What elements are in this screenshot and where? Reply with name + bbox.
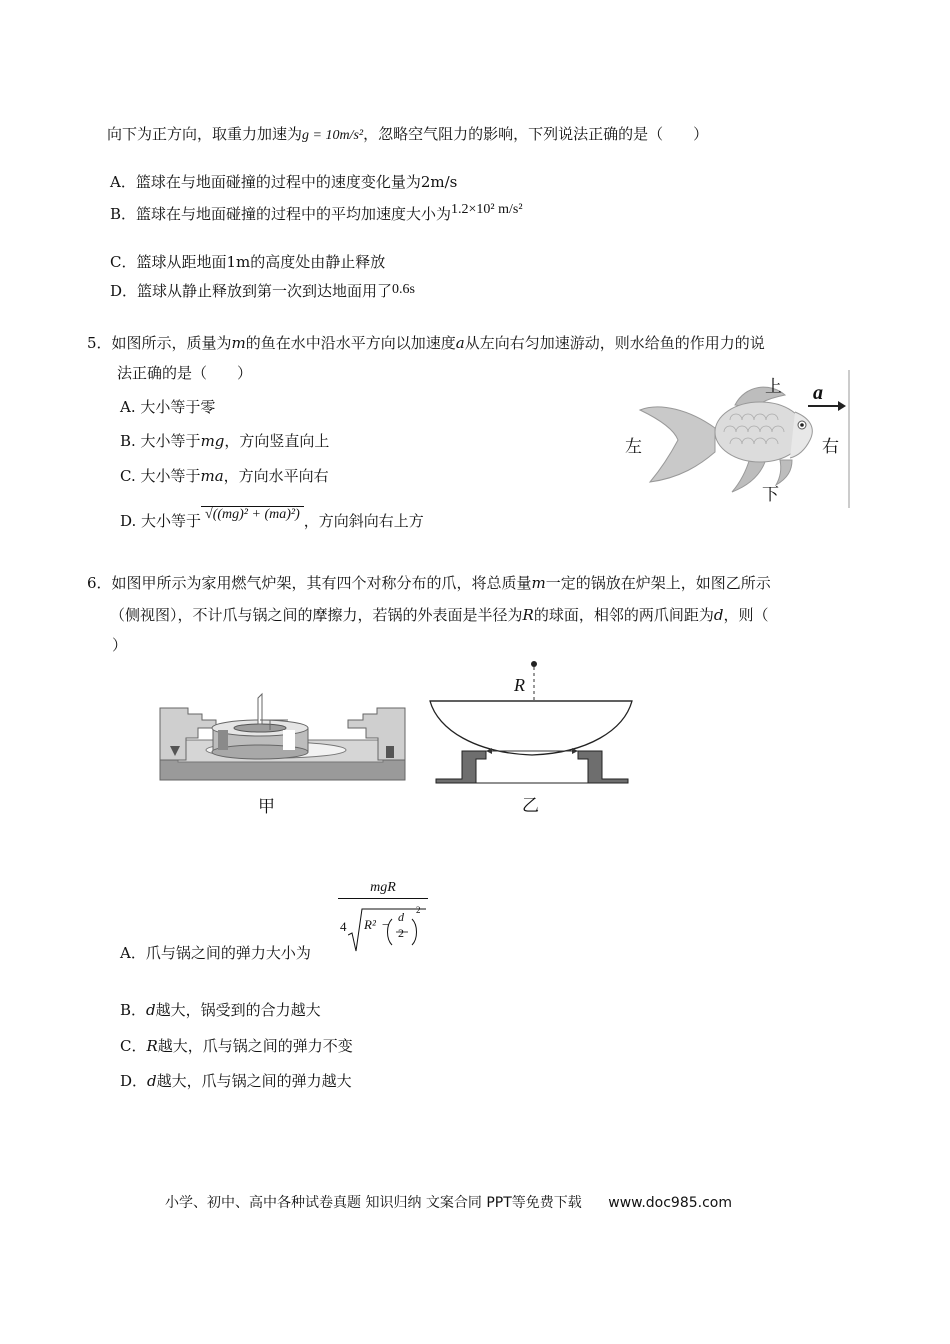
footer-text: 小学、初中、高中各种试卷真题 知识归纳 文案合同 PPT等免费下载 — [165, 1195, 582, 1211]
label-right: 右 — [822, 437, 839, 457]
q6-option-a-formula — [338, 880, 428, 955]
label-left: 左 — [625, 437, 642, 457]
q5-stem-line1 — [87, 332, 765, 353]
q4-stem-text: 向下为正方向，取重力加速为 — [107, 125, 303, 143]
q5-stem-line2: 法正确的是（ ） — [117, 364, 253, 382]
q6-option-b — [120, 999, 321, 1020]
fish-figure — [620, 370, 855, 510]
q4-option-d-text: D．篮球从静止释放到第一次到达地面用了 — [110, 282, 393, 300]
label-yi: 乙 — [522, 796, 539, 816]
label-up: 上 — [765, 377, 782, 397]
q6-text: （侧视图），不计爪与锅之间的摩擦力，若锅的外表面是半径为 — [110, 606, 523, 624]
formula-R-squared: R² — [364, 917, 376, 932]
label-down: 下 — [762, 485, 779, 505]
q5-option-b — [120, 430, 329, 451]
q5-text: 5．如图所示，质量为 — [87, 334, 232, 352]
q6-text: 越大，锅受到的合力越大 — [155, 1001, 321, 1019]
formula-coefficient: 4 — [340, 919, 347, 934]
q4-stem-text-2: ，忽略空气阻力的影响，下列说法正确的是（ ） — [363, 125, 709, 143]
g-formula: g = 10m/s² — [302, 128, 364, 143]
q6-var-d: d — [146, 1001, 156, 1019]
label-jia: 甲 — [258, 797, 275, 817]
q6-stem-line1 — [87, 572, 771, 593]
q6-option-a-text: A．爪与锅之间的弹力大小为 — [120, 944, 311, 962]
q5-var-m: m — [231, 334, 246, 352]
q5-var-a: a — [455, 334, 465, 352]
formula-two: 2 — [398, 926, 404, 940]
q6-text: D． — [120, 1072, 148, 1090]
q5-text: ，方向斜向右上方 — [303, 512, 424, 530]
q5-text: ，方向水平向右 — [223, 467, 329, 485]
formula-denominator: 4 R² − d 2 2 — [338, 898, 428, 955]
q5-option-a: A. 大小等于零 — [120, 398, 216, 416]
q5-text: ，方向竖直向上 — [224, 432, 330, 450]
q6-option-d — [120, 1070, 352, 1091]
q6-text: 越大，爪与锅之间的弹力越大 — [156, 1072, 352, 1090]
q5-option-d-formula: √((mg)² + (ma)²) — [201, 506, 304, 522]
formula-numerator: mgR — [370, 880, 396, 895]
pot-figure — [428, 655, 648, 815]
q5-text: 从左向右匀加速游动，则水给鱼的作用力的说 — [464, 334, 765, 352]
q6-var-R: R — [146, 1037, 158, 1055]
footer — [165, 1192, 732, 1212]
q5-text: D. 大小等于 — [120, 512, 202, 530]
q5-option-c — [120, 465, 329, 486]
label-acceleration: a — [813, 382, 823, 404]
q5-option-d — [120, 507, 424, 531]
q5-text: C. 大小等于 — [120, 467, 201, 485]
q4-option-b — [110, 203, 523, 224]
q6-text: ，则（ — [723, 606, 769, 624]
q4-option-a: A．篮球在与地面碰撞的过程中的速度变化量为2m/s — [110, 173, 458, 191]
formula-d: d — [398, 910, 404, 924]
q5-var-ma: ma — [200, 467, 224, 485]
label-radius: R — [514, 675, 525, 695]
q6-var-d: d — [147, 1072, 157, 1090]
pot-illustration — [428, 655, 648, 785]
q6-text: 一定的锅放在炉架上，如图乙所示 — [545, 574, 771, 592]
q6-var-d: d — [713, 606, 724, 624]
q4-option-b-text: B．篮球在与地面碰撞的过程中的平均加速度大小为 — [110, 205, 452, 223]
q6-var-m: m — [531, 574, 546, 592]
q6-stem-line2 — [110, 604, 768, 625]
q4-option-d-formula: 0.6s — [392, 282, 415, 297]
q6-var-R: R — [522, 606, 534, 624]
q6-text: 的球面，相邻的两爪间距为 — [533, 606, 714, 624]
q6-text: C． — [120, 1037, 147, 1055]
q5-text: B. 大小等于 — [120, 432, 201, 450]
q6-option-c — [120, 1035, 353, 1056]
stove-figure — [158, 690, 408, 815]
q5-var-mg: mg — [200, 432, 225, 450]
q6-stem-line3: ） — [112, 636, 128, 654]
q4-option-c: C．篮球从距地面1m的高度处由静止释放 — [110, 253, 386, 271]
footer-site-link[interactable]: www.doc985.com — [608, 1195, 732, 1211]
q6-text: B． — [120, 1001, 147, 1019]
q4-stem — [107, 123, 708, 144]
q6-text: 6．如图甲所示为家用燃气炉架，其有四个对称分布的爪，将总质量 — [87, 574, 532, 592]
q4-option-d — [110, 280, 415, 301]
q5-text: 的鱼在水中沿水平方向以加速度 — [245, 334, 456, 352]
q6-text: 越大，爪与锅之间的弹力不变 — [157, 1037, 353, 1055]
stove-illustration — [158, 690, 408, 785]
q4-option-b-formula: 1.2×10² m/s² — [451, 202, 523, 217]
